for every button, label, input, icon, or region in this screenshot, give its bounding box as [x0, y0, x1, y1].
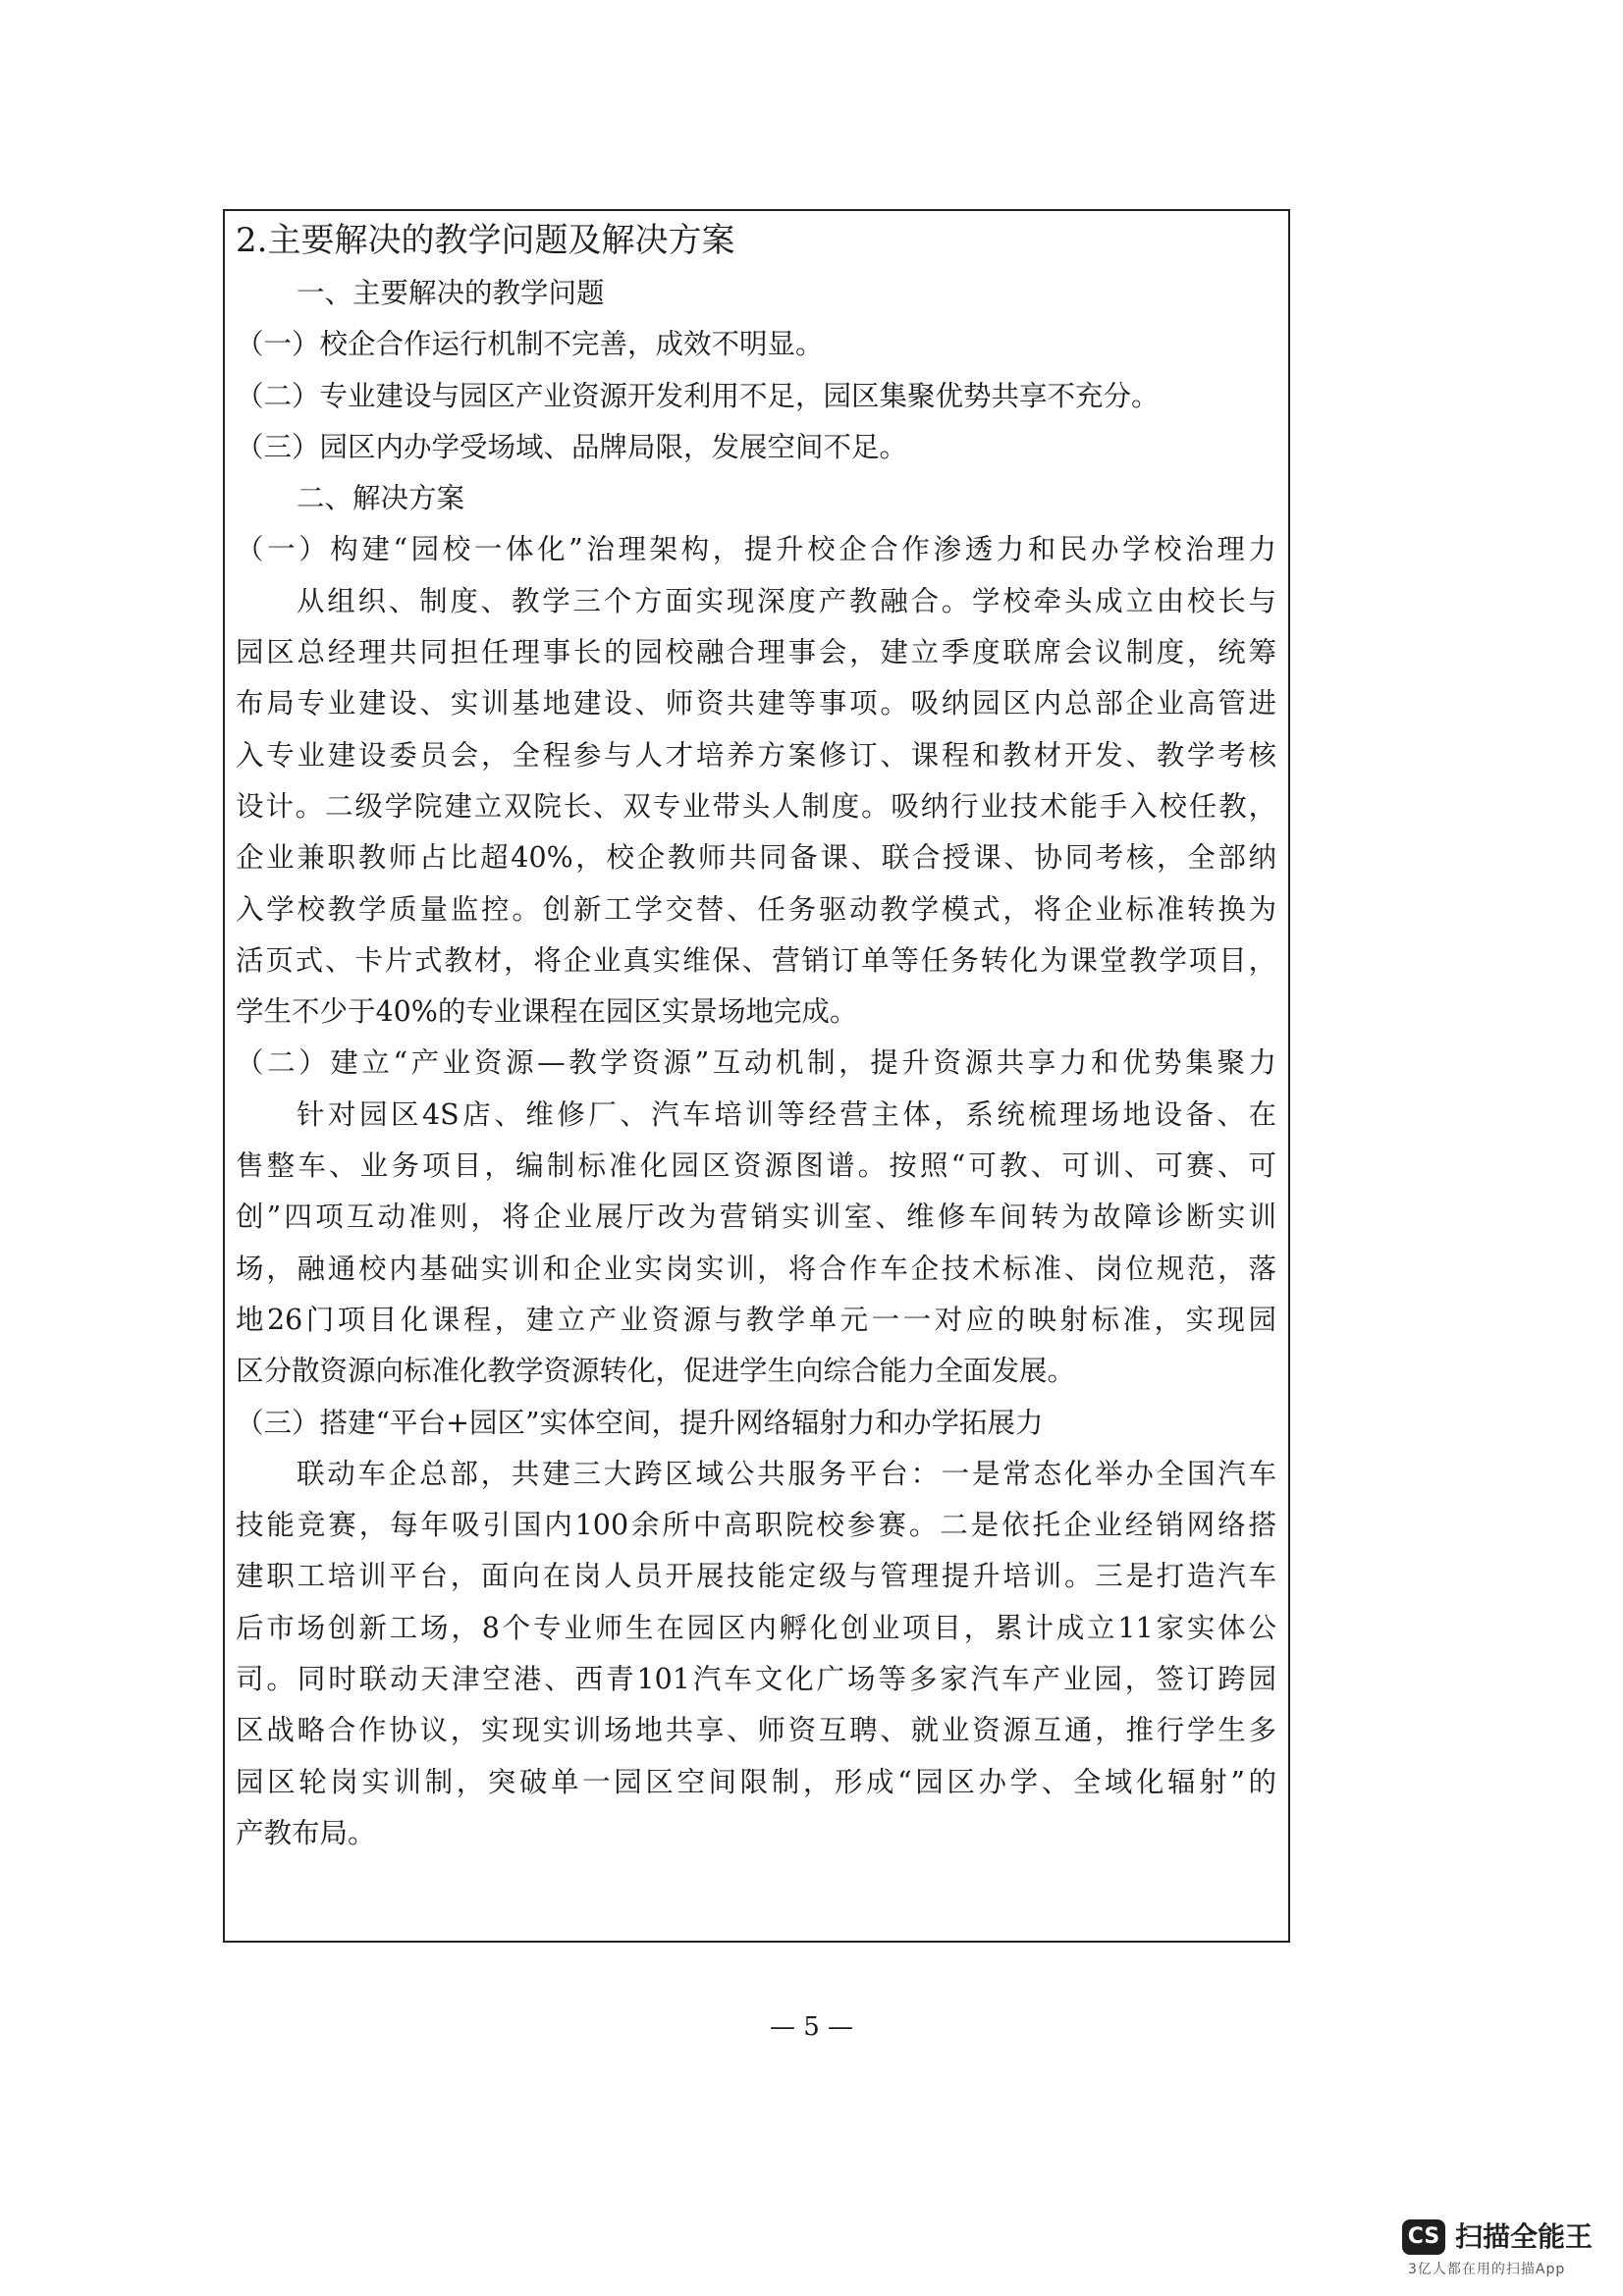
watermark-app-name: 扫描全能王	[1455, 2220, 1594, 2253]
paragraph-line: 园区轮岗实训制，突破单一园区空间限制，形成“园区办学、全域化辐射”的	[236, 1765, 1276, 1798]
solution-heading: （三）搭建“平台+园区”实体空间，提升网络辐射力和办学拓展力	[236, 1406, 1044, 1439]
paragraph-line: 司。同时联动天津空港、西青101汽车文化广场等多家汽车产业园，签订跨园	[236, 1663, 1276, 1696]
paragraph-line: 联动车企总部，共建三大跨区域公共服务平台：一是常态化举办全国汽车	[297, 1457, 1276, 1490]
document-body	[236, 214, 1276, 1859]
paragraph-line: 设计。二级学院建立双院长、双专业带头人制度。吸纳行业技术能手入校任教，	[236, 789, 1276, 823]
paragraph-line: 入学校教学质量监控。创新工学交替、任务驱动教学模式，将企业标准转换为	[236, 892, 1276, 926]
page-number: — 5 —	[769, 2012, 854, 2042]
scanner-watermark	[1402, 2216, 1608, 2284]
paragraph-line: 布局专业建设、实训基地建设、师资共建等事项。吸纳园区内总部企业高管进	[236, 687, 1276, 721]
paragraph-line: 场，融通校内基础实训和企业实岗实训，将合作车企技术标准、岗位规范，落	[236, 1252, 1276, 1285]
part1-heading: 一、主要解决的教学问题	[297, 277, 605, 309]
paragraph-line: 区分散资源向标准化教学资源转化，促进学生向综合能力全面发展。	[236, 1355, 1076, 1388]
paragraph-line: 企业兼职教师占比超40%，校企教师共同备课、联合授课、协同考核，全部纳	[236, 841, 1276, 875]
solution-heading: （二）建立“产业资源—教学资源”互动机制，提升资源共享力和优势集聚力	[236, 1046, 1276, 1080]
paragraph-line: 从组织、制度、教学三个方面实现深度产教融合。学校牵头成立由校长与	[297, 584, 1276, 617]
camscanner-logo-icon: CS	[1402, 2219, 1445, 2255]
part2-heading: 二、解决方案	[297, 482, 465, 515]
paragraph-line: 针对园区4S店、维修厂、汽车培训等经营主体，系统梳理场地设备、在	[297, 1097, 1276, 1131]
paragraph-line: 园区总经理共同担任理事长的园校融合理事会，建立季度联席会议制度，统筹	[236, 636, 1276, 669]
problem-item: （二）专业建设与园区产业资源开发利用不足，园区集聚优势共享不充分。	[236, 379, 1160, 412]
section-title: 2.主要解决的教学问题及解决方案	[236, 221, 735, 260]
solution-heading: （一）构建“园校一体化”治理架构，提升校企合作渗透力和民办学校治理力	[236, 533, 1276, 566]
paragraph-line: 产教布局。	[236, 1816, 376, 1849]
paragraph-line: 地26门项目化课程，建立产业资源与教学单元一一对应的映射标准，实现园	[236, 1303, 1276, 1336]
paragraph-line: 区战略合作协议，实现实训场地共享、师资互聘、就业资源互通，推行学生多	[236, 1714, 1276, 1747]
paragraph-line: 活页式、卡片式教材，将企业真实维保、营销订单等任务转化为课堂教学项目，	[236, 943, 1276, 977]
problem-item: （一）校企合作运行机制不完善，成效不明显。	[236, 328, 824, 361]
paragraph-line: 入专业建设委员会，全程参与人才培养方案修订、课程和教材开发、教学考核	[236, 738, 1276, 772]
paragraph-line: 学生不少于40%的专业课程在园区实景场地完成。	[236, 995, 858, 1029]
problem-item: （三）园区内办学受场域、品牌局限，发展空间不足。	[236, 430, 908, 463]
paragraph-line: 创”四项互动准则，将企业展厅改为营销实训室、维修车间转为故障诊断实训	[236, 1201, 1276, 1234]
paragraph-line: 技能竞赛，每年吸引国内100余所中高职院校参赛。二是依托企业经销网络搭	[236, 1509, 1276, 1542]
paragraph-line: 后市场创新工场，8个专业师生在园区内孵化创业项目，累计成立11家实体公	[236, 1611, 1276, 1644]
paragraph-line: 建职工培训平台，面向在岗人员开展技能定级与管理提升培训。三是打造汽车	[236, 1560, 1276, 1593]
paragraph-line: 售整车、业务项目，编制标准化园区资源图谱。按照“可教、可训、可赛、可	[236, 1149, 1276, 1183]
watermark-tagline: 3亿人都在用的扫描App	[1408, 2262, 1566, 2277]
